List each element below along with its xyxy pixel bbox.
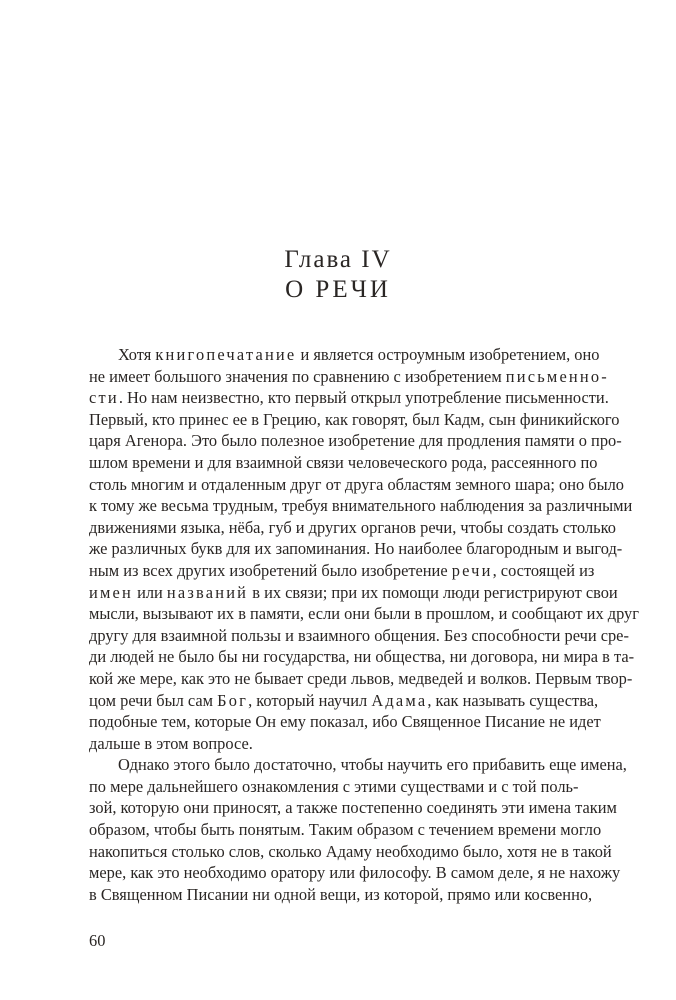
text-line: не имеет большого значения по сравнению с изобретением письменно- (89, 366, 609, 386)
text-line: по мере дальнейшего ознакомления с этими существами и с той поль- (89, 776, 579, 796)
text-line: ным из всех других изобретений было изобретение речи, состоящей из (89, 560, 595, 580)
text-line: подобные тем, которые Он ему показал, ибо Священное Писание не идет (89, 712, 601, 732)
text-line: мере, как это необходимо оратору или философу. В самом деле, я не нахожу (89, 863, 621, 883)
text-line: в Священном Писании ни одной вещи, из которой, прямо или косвенно, (89, 884, 593, 904)
text-line: шлом времени и для взаимной связи человеческого рода, рассеянного по (89, 452, 598, 472)
chapter-number: Глава IV (284, 246, 392, 273)
text-line: образом, чтобы быть понятым. Таким образом с течением времени могло (89, 820, 602, 840)
text-line: к тому же весьма трудным, требуя внимательного наблюдения за различными (89, 496, 633, 516)
chapter-title: О РЕЧИ (285, 276, 391, 303)
body-text (89, 344, 639, 905)
text-line: же различных букв для их запоминания. Но наиболее благородным и выгод- (89, 539, 623, 559)
text-line: цом речи был сам Бог, который научил Адама, как называть существа, (89, 690, 599, 710)
text-line: сти. Но нам неизвестно, кто первый открыл употребление письменности. (89, 388, 609, 408)
text-line: накопиться столько слов, сколько Адаму необходимо было, хотя не в такой (89, 841, 612, 861)
text-line: Первый, кто принес ее в Грецию, как говорят, был Кадм, сын финикийского (89, 409, 620, 429)
text-line: другу для взаимной пользы и взаимного общения. Без способности речи сре- (89, 625, 629, 645)
page-number: 60 (89, 931, 106, 950)
text-line: царя Агенора. Это было полезное изобретение для продления памяти о про- (89, 431, 622, 451)
text-line: зой, которую они приносят, а также постепенно соединять эти имена таким (89, 798, 617, 818)
text-line: движениями языка, нёба, губ и других органов речи, чтобы создать столько (89, 517, 616, 537)
text-line: дальше в этом вопросе. (89, 733, 253, 753)
text-line: Хотя книгопечатание и является остроумным изобретением, оно (118, 345, 600, 364)
text-line: столь многим и отдаленным друг от друга областям земного шара; оно было (89, 474, 624, 494)
text-line: ди людей не было бы ни государства, ни общества, ни договора, ни мира в та- (89, 647, 635, 667)
text-line: мысли, вызывают их в памяти, если они были в прошлом, и сообщают их друг (89, 604, 639, 624)
text-line: кой же мере, как это не бывает среди львов, медведей и волков. Первым твор- (89, 668, 633, 688)
text-line: Однако этого было достаточно, чтобы научить его прибавить еще имена, (118, 755, 627, 775)
text-line: имен или названий в их связи; при их помощи люди регистрируют свои (89, 582, 618, 602)
